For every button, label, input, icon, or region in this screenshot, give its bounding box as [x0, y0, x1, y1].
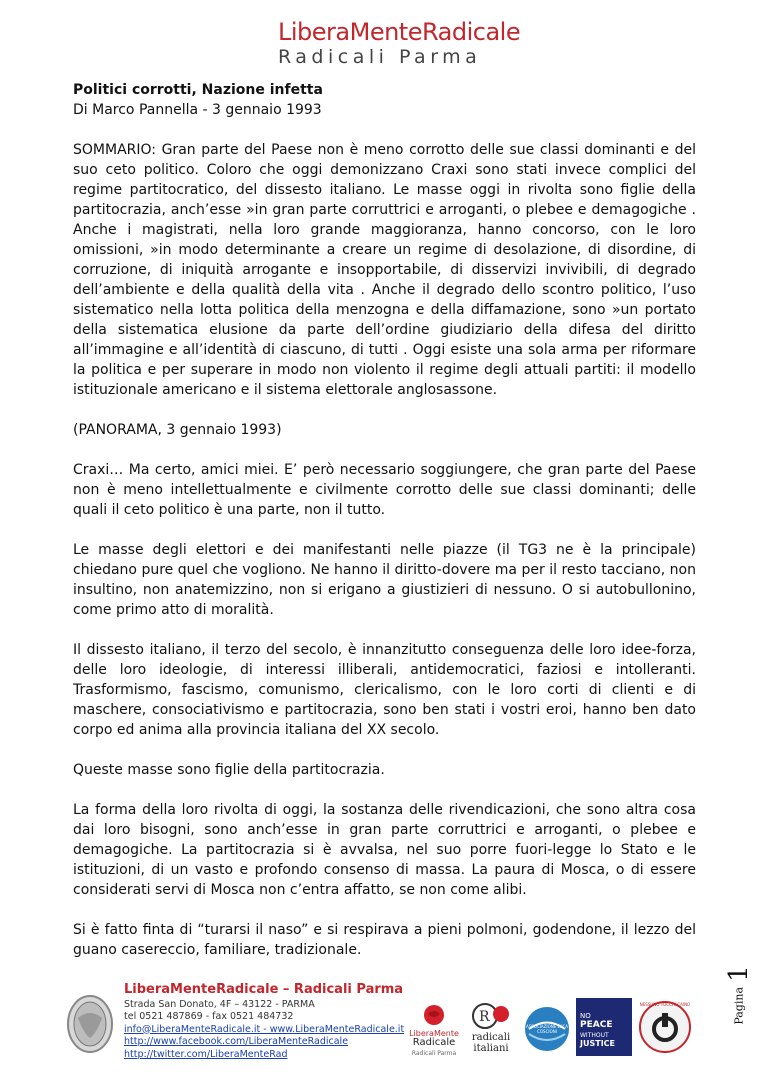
partner-logo-associazione	[524, 1006, 570, 1052]
footer	[66, 978, 716, 1068]
logo-title	[278, 18, 520, 46]
power-icon	[638, 1000, 692, 1054]
partner-logo-no-peace	[576, 998, 632, 1056]
footer-twitter-link[interactable]: http://twitter.com/LiberaMenteRad	[124, 1048, 288, 1060]
partner-peace-line2: PEACE	[580, 1020, 613, 1030]
partner-ri-line2: italiani	[473, 1043, 509, 1054]
page-label: Pagina	[732, 986, 746, 1025]
partner-assoc-label: ASSOCIAZIONE LUCA COSCIONI	[525, 1024, 569, 1034]
logo-part-radicale: Radicale	[421, 18, 521, 46]
svg-text:R: R	[479, 1009, 490, 1025]
partner-ri-line1: radicali	[471, 1032, 511, 1043]
partner-lmr-line3: Radicali Parma	[411, 1050, 457, 1057]
paragraph-summary: SOMMARIO: Gran parte del Paese non è meno corrotto delle sue classi dominanti e del suo ceto politico. Coloro che oggi demonizzano Craxi sono stati invece complici del regime partitocratico, del dissesto italiano. Le masse oggi in rivolta sono figlie della partitocrazia, anch’esse »in gran parte corruttrici e arroganti, o plebee e demagogiche . Anche i magistrati, nella loro grande maggioranza, hanno concorso, con le loro omissioni, »in modo determinante a creare un regime di desolazione, di disordine, di corruzione, di iniquità arrogante e insopportabile, di disservizi invivibili, di degrado dell’ambiente e della qualità della vita . Anche il degrado dello scontro politico, l’uso sistematico nella lotta politica della menzogna e della diffamazione, sono »un portato della sistematica elusione da parte dell’ordine giudiziario della difesa del diritto all’immagine e all’identità di ciascuno, di tutti . Oggi esiste una sola arma per riformare la politica e per superare in modo non violento il regime degli attuali partiti: il modello istituzionale americano e il sistema elettorale anglosassone.	[73, 142, 696, 398]
footer-email-link[interactable]: info@LiberaMenteRadicale.it - www.LiberaMenteRadicale.it	[124, 1023, 405, 1035]
partner-logo-nessuno-tocchi-caino	[638, 1000, 692, 1054]
partner-peace-line1: NO	[580, 1012, 591, 1020]
logo-part-libera: Libera	[278, 18, 350, 46]
footer-contact	[124, 984, 414, 1061]
paragraph: Craxi… Ma certo, amici miei. E’ però necessario soggiungere, che gran parte del Paese non è meno intellettualmente e civilmente corrotto delle sue classi dominanti; delle quali il ceto politico è una parte, non il tutto.	[73, 462, 696, 518]
header-logo	[268, 18, 521, 70]
partner-lmr-line1: LiberaMente	[409, 1029, 459, 1038]
page-digit: 1	[724, 965, 754, 982]
footer-phone: tel 0521 487869 - fax 0521 484732	[124, 1011, 294, 1022]
paragraph: Si è fatto finta di “turarsi il naso” e si respirava a pieni polmoni, godendone, il lezzo del guano casereccio, familiare, tradizionale.	[73, 922, 696, 958]
partner-peace-line4: JUSTICE	[580, 1039, 616, 1048]
partner-logo-radicali-italiani	[466, 1002, 516, 1058]
logo-part-mente: Mente	[349, 18, 422, 46]
page-number	[724, 955, 754, 1035]
document-body	[73, 80, 696, 980]
paragraph: Il dissesto italiano, il terzo del secolo, è innanzitutto conseguenza delle loro idee-forza, delle loro ideologie, di interessi illiberali, antidemocratici, faziosi e intolleranti. Trasformismo, fascismo, comunismo, clericalismo, con le loro corti di clienti e di maschere, consociativismo e partitocrazia, sono ben stati i vostri eroi, hanno ben dato corpo ed anima alla provincia italiana del XX secolo.	[73, 642, 696, 738]
partner-lmr-line2: Radicale	[412, 1037, 456, 1048]
partner-logo-liberamente	[409, 1004, 459, 1058]
footer-address: Strada San Donato, 4F – 43122 - PARMA	[124, 998, 315, 1010]
radicali-mark-icon	[466, 1002, 516, 1030]
partner-ntc-label: NESSUNO TOCCHI CAINO	[639, 1002, 691, 1007]
footer-facebook-link[interactable]: http://www.facebook.com/LiberaMenteRadicale	[124, 1036, 349, 1047]
logo-subtitle: Radicali Parma	[278, 46, 482, 68]
rose-icon	[409, 1004, 459, 1028]
paragraph-source: (PANORAMA, 3 gennaio 1993)	[73, 422, 282, 438]
footer-brand: LiberaMenteRadicale – Radicali Parma	[124, 982, 404, 997]
paragraph: La forma della loro rivolta di oggi, la sostanza delle rivendicazioni, che sono altra cosa dai loro bisogni, sono anch’esse in gran parte corruttrici e arroganti, o plebee e demagogiche. La partitocrazia si è avvalsa, nel suo porre fuori-legge lo Stato e le istituzioni, di un vasto e profondo consenso di massa. La paura di Mosca, o di essere considerati servi di Mosca non c’entra affatto, se non come alibi.	[73, 802, 696, 898]
paragraph: Le masse degli elettori e dei manifestanti nelle piazze (il TG3 ne è la principale) chiedano pure quel che vogliono. Ne hanno il diritto-dovere ma per il resto tacciano, non insultino, non anatemizzino, non si erigano a giustizieri di nessuno. O si autobullonino, come primo atto di moralità.	[73, 542, 696, 618]
partner-peace-line3: WITHOUT	[580, 1032, 609, 1039]
document-title: Politici corrotti, Nazione infetta	[73, 82, 323, 98]
paragraph: Queste masse sono figlie della partitocrazia.	[73, 762, 385, 778]
stamp-icon	[66, 994, 114, 1054]
document-byline: Di Marco Pannella - 3 gennaio 1993	[73, 102, 322, 118]
